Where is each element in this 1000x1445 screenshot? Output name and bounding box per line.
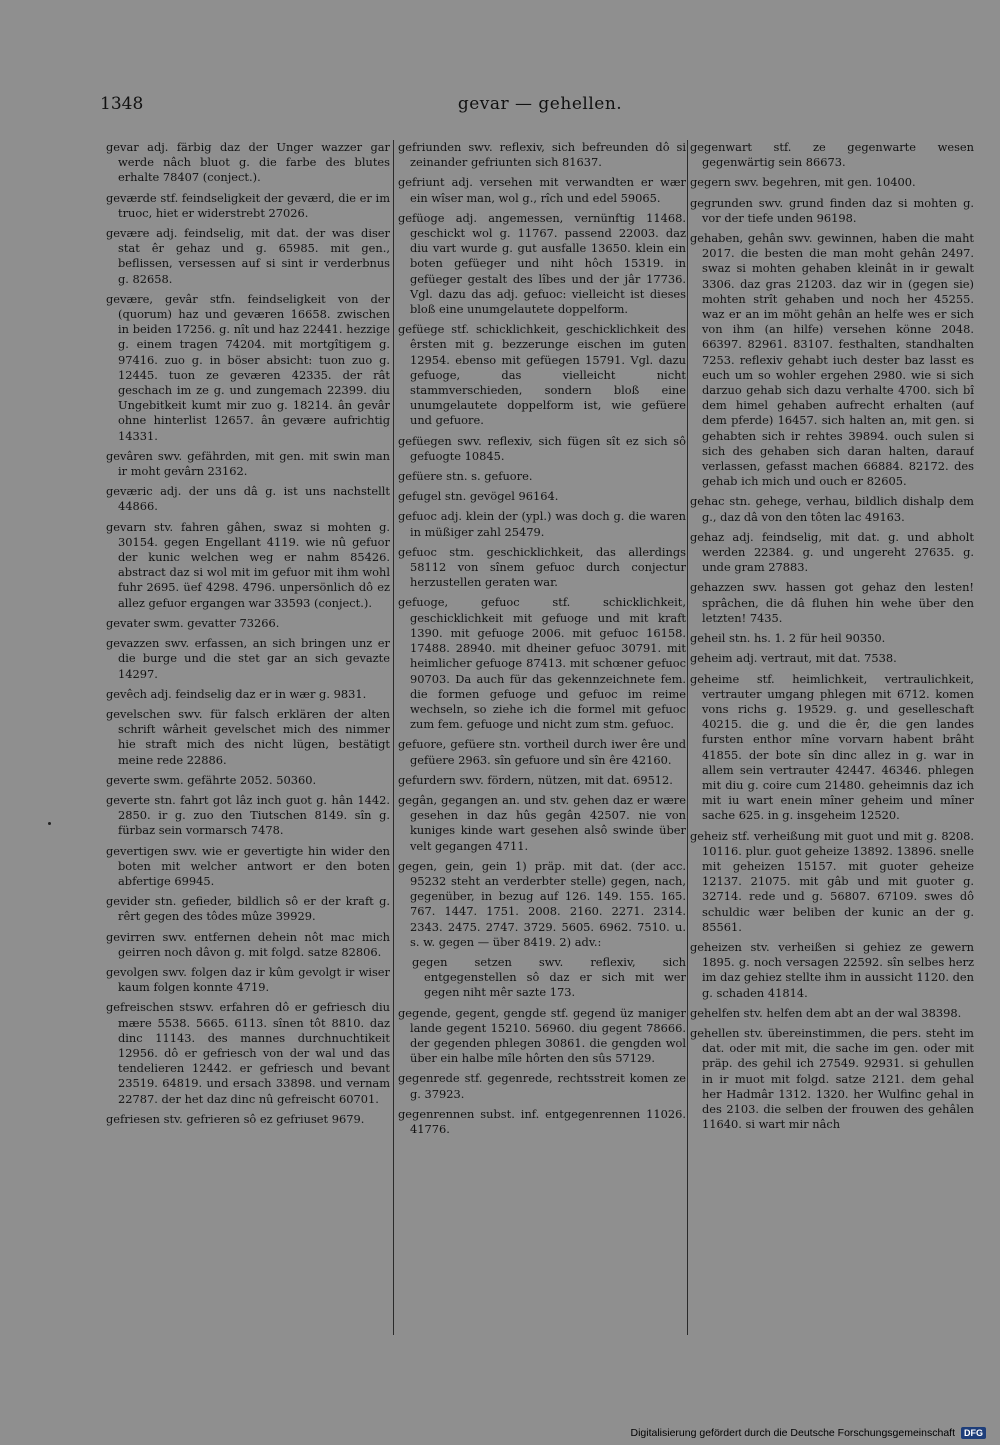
dictionary-entry: gehac stn. gehege, verhau, bildlich dishalp dem g., daz dâ von den tôten lac 49163. bbox=[690, 494, 974, 524]
footer-credit: Digitalisierung gefördert durch die Deutsche Forschungsgemeinschaft bbox=[630, 1427, 955, 1439]
dictionary-entry: gevâren swv. gefährden, mit gen. mit swin man ir moht gevârn 23162. bbox=[106, 448, 390, 479]
column-divider bbox=[393, 140, 394, 1335]
dictionary-entry: gevazzen swv. erfassen, an sich bringen unz er die burge und die stet gar an sich gevazte 14297. bbox=[106, 636, 390, 681]
dictionary-entry: geheizen stv. verheißen si gehiez ze gewern 1895. g. noch versagen 22592. sîn selbes herz im daz gehiez stellte ihm in aussicht 1120. den g. schaden 41814. bbox=[690, 939, 974, 1000]
dictionary-entry: gefriesen stv. gefrieren sô ez gefriuset 9679. bbox=[106, 1111, 365, 1126]
dictionary-entry: gefugel stn. gevögel 96164. bbox=[398, 489, 559, 504]
column-2 bbox=[398, 140, 686, 1335]
footer bbox=[630, 1427, 986, 1439]
dictionary-entry: gevirren swv. entfernen dehein nôt mac mich geirren noch dâvon g. mit folgd. satze 82806. bbox=[106, 929, 390, 959]
dictionary-entry: gevære adj. feindselig, mit dat. der was diser stat êr gehaz und g. 65985. mit gen., beflissen, versessen auf si sint ir verderbnus g. 82658. bbox=[106, 226, 390, 286]
dictionary-entry: gevertigen swv. wie er gevertigte hin wider den boten mit welcher antwort er den boten abfertige 69945. bbox=[106, 843, 390, 888]
dictionary-entry: gehaben, gehân swv. gewinnen, haben die maht 2017. die besten die man moht gehân 2497. swaz si mohten gehaben kleinât in ir gewalt 3306. daz gras 21203. daz wir in (gegen sie) mohten strît gehaben und noch her 45255. waz er an im möht gehân an helfe wes er sich von ihm (an hilfe) versehen könne 2048. 66397. 82961. 83107. festhalten, standhalten 7253. reflexiv gehabt iuch dester baz lasst es euch um so wohler ergehen 2980. wie si sich darzuo gehab sich dazu verhalte 4700. sich bî dem himel gehaben aufrecht erhalten (auf dem pferde) 16457. sich halten an, mit gen. si gehabten sich ir rehtes 39894. ouch sulen si sich des gehaben sich daran halten, darauf verlassen, gefasst machen 66884. 82172. des gehab ich mich und ouch er 82605. bbox=[690, 231, 974, 489]
dictionary-entry: gevar adj. färbig daz der Unger wazzer gar werde nâch bluot g. die farbe des blutes erhalte 78407 (conject.). bbox=[106, 140, 390, 185]
dictionary-entry: gehelfen stv. helfen dem abt an der wal 38398. bbox=[690, 1005, 962, 1020]
margin-mark bbox=[48, 822, 51, 825]
column-divider bbox=[687, 140, 688, 1335]
dictionary-entry: gevider stn. gefieder, bildlich sô er der kraft g. rêrt gegen des tôdes mûze 39929. bbox=[106, 894, 390, 924]
dictionary-entry: gegende, gegent, gengde stf. gegend üz maniger lande gegent 15210. 56960. diu gegent 78666. der gegenden phlegen 30861. die gengden wol über ein halbe mîle hôrten den sûs 57129. bbox=[398, 1005, 686, 1066]
dictionary-entry: gevêch adj. feindselig daz er in wær g. 9831. bbox=[106, 686, 367, 701]
dictionary-entry: gefuoc adj. klein der (ypl.) was doch g. die waren in müßiger zahl 25479. bbox=[398, 509, 686, 539]
dictionary-entry: gevarn stv. fahren gâhen, swaz si mohten g. 30154. gegen Engellant 4119. wie nû gefuor der kunic welchen weg er nahm 85426. abstract daz si wol mit im gefuor mit ihm wohl fuhr 2695. üef 4298. 4796. unpersönlich dô ez allez gefuor ergangen war 33593 (conject.). bbox=[106, 519, 390, 610]
dfg-logo: DFG bbox=[961, 1427, 986, 1439]
dictionary-entry: gegen, gein, gein 1) präp. mit dat. (der acc. 95232 steht an verderbter stelle) gegen, nach, gegenüber, in bezug auf 126. 149. 155. 165. 767. 1447. 1751. 2008. 2160. 2271. 2314. 2343. 2475. 2747. 3729. 5605. 6962. 7510. u. s. w. gegen — über 8419. 2) adv.: bbox=[398, 858, 686, 949]
dictionary-entry: gevære, gevâr stfn. feindseligkeit von der (quorum) haz und geværen 16658. zwischen in beiden 17256. g. nît und haz 22441. hezzige g. einem tragen 74204. mit mortgîtigem g. 97416. zuo g. in böser absicht: tuon zuo g. 12445. tuon ze geværen 42335. der rât geschach im ze g. und zungemach 22399. diu Ungebitkeit kumt mir zuo g. 18214. ân gevâr ohne hinterlist 12657. ân gevære aufrichtig 14331. bbox=[106, 291, 390, 443]
dictionary-entry: gefriunt adj. versehen mit verwandten er wær ein wîser man, wol g., rîch und edel 59065. bbox=[398, 175, 686, 205]
dictionary-entry: gefuore, gefüere stn. vortheil durch iwer êre und gefüere 2963. sîn gefuore und sîn êre 42160. bbox=[398, 737, 686, 767]
dictionary-entry: gefuoge, gefuoc stf. schicklichkeit, geschicklichkeit mit gefuoge und mit kraft 1390. mit gefuoge 2006. mit gefuoc 16158. 17488. 28940. mit dheiner gefuoc 30791. mit heimlicher gefuoge 87413. mit schœner gefuoc 90703. Da auch für das gekennzeichnete fem. die formen gefuoge und gefuoc im reime wechseln, so ziehe ich die formel mit gefuoc zum fem. gefuoge und nicht zum stm. gefuoc. bbox=[398, 595, 686, 732]
dictionary-entry: gefurdern swv. fördern, nützen, mit dat. 69512. bbox=[398, 772, 673, 787]
dictionary-entry: gevelschen swv. für falsch erklären der alten schrift wârheit gevelschet mich des nimmer hie straft mich des nicht lügen, bestätigt meine rede 22886. bbox=[106, 706, 390, 767]
dictionary-entry: gegân, gegangen an. und stv. gehen daz er wære gesehen in daz hûs gegân 42507. nie von kuniges kinde wart gesehen alsô swinde über velt gegangen 4711. bbox=[398, 792, 686, 853]
dictionary-entry: gegenrede stf. gegenrede, rechtsstreit komen ze g. 37923. bbox=[398, 1071, 686, 1101]
dictionary-entry: gefüoge adj. angemessen, vernünftig 11468. geschickt wol g. 11767. passend 22003. daz diu vart wurde g. gut ausfalle 13650. klein ein boten gefüeger und niht hôch 15319. in gefüeger gestalt des lîbes und der jâr 17736. Vgl. dazu das adj. gefuoc: vielleicht ist dieses bloß eine unumgelautete doppelform. bbox=[398, 210, 686, 317]
dictionary-entry: geheime stf. heimlichkeit, vertraulichkeit, vertrauter umgang phlegen mit 6712. komen vons richs g. 19529. g. und geselleschaft 40215. die g. und die êr, die gen landes fursten enthor mîne vorvarn habent brâht 41855. der bote sîn dinc allez in g. war in allem sein vertrauter 42447. 46346. phlegen mit diu g. coire cum 21480. geheimnis daz ich mit iu wart enein mîner geheim und mîner sache 625. in g. insgeheim 12520. bbox=[690, 671, 974, 823]
dictionary-entry: gehellen stv. übereinstimmen, die pers. steht im dat. oder mit mit, die sache im gen. oder mit präp. des gehil ich 27549. 92931. si gehullen in ir muot mit folgd. satze 2121. dem gehal her Hadmâr 1312. 1320. her Wulfinc gehal in des 2103. die selben der frouwen des gehâlen 11640. si wart mir nâch bbox=[690, 1025, 974, 1132]
dictionary-entry: gefreischen stswv. erfahren dô er gefriesch diu mære 5538. 5665. 6113. sînen tôt 8810. daz dinc 11143. des mannes durchnuchtikeit 12956. dô er gefriesch von der wal und das tendelieren 12442. er gefriesch und bevant 23519. 64819. und ersach 33898. und vernam 22787. der het daz dinc nû gefreischt 60701. bbox=[106, 1000, 390, 1106]
dictionary-entry: gefüere stn. s. gefuore. bbox=[398, 469, 533, 484]
column-3 bbox=[690, 140, 974, 1335]
dictionary-entry: geheil stn. hs. 1. 2 für heil 90350. bbox=[690, 631, 886, 646]
dictionary-entry: gefüegen swv. reflexiv, sich fügen sît ez sich sô gefuogte 10845. bbox=[398, 433, 686, 463]
column-1 bbox=[106, 140, 390, 1335]
dictionary-entry: gevolgen swv. folgen daz ir kûm gevolgt ir wiser kaum folgen konnte 4719. bbox=[106, 964, 390, 995]
dictionary-entry: geheim adj. vertraut, mit dat. 7538. bbox=[690, 651, 897, 666]
dictionary-entry: gefuoc stm. geschicklichkeit, das allerdings 58112 von sînem gefuoc durch conjectur herzustellen geraten war. bbox=[398, 544, 686, 590]
dictionary-entry: gefüege stf. schicklichkeit, geschicklichkeit des êrsten mit g. bezzerunge eischen im guten 12954. ebenso mit gefüegen 15791. Vgl. dazu gefuoge, das vielleicht nicht stammverschieden, sondern bloß eine unumgelautete doppelform ist, wie gefüere und gefuore. bbox=[398, 322, 686, 428]
running-title: gevar — gehellen. bbox=[457, 94, 623, 114]
dictionary-entry: geverte swm. gefährte 2052. 50360. bbox=[106, 772, 317, 787]
dictionary-entry: geheiz stf. verheißung mit guot und mit g. 8208. 10116. plur. guot geheize 13892. 13896. snelle mit geheizen 15157. mit guoter geheize 12137. 21075. mit gâb und mit guoter g. 32714. rede und g. 56807. 67109. swes dô schuldic wær beliben der kunic an der g. 85561. bbox=[690, 828, 974, 934]
page-header bbox=[100, 94, 980, 120]
dictionary-entry: gefriunden swv. reflexiv, sich befreunden dô si zeinander gefriunten sich 81637. bbox=[398, 140, 686, 170]
dictionary-entry: gegrunden swv. grund finden daz si mohten g. vor der tiefe unden 96198. bbox=[690, 195, 974, 225]
dictionary-entry: geværic adj. der uns dâ g. ist uns nachstellt 44866. bbox=[106, 484, 390, 514]
dictionary-entry: gehaz adj. feindselig, mit dat. g. und abholt werden 22384. g. und ungereht 27635. g. unde gram 27883. bbox=[690, 529, 974, 575]
dictionary-entry: gegen setzen swv. reflexiv, sich entgegenstellen sô daz er sich mit wer gegen niht mêr sazte 173. bbox=[412, 954, 686, 1000]
dictionary-entry: gegenwart stf. ze gegenwarte wesen gegenwärtig sein 86673. bbox=[690, 140, 974, 170]
page-number: 1348 bbox=[100, 94, 144, 114]
dictionary-entry: gehazzen swv. hassen got gehaz den lesten! sprâchen, die dâ fluhen hin wehe über den letzten! 7435. bbox=[690, 580, 974, 625]
dictionary-entry: gegenrennen subst. inf. entgegenrennen 11026. 41776. bbox=[398, 1106, 686, 1136]
dictionary-entry: gevater swm. gevatter 73266. bbox=[106, 615, 280, 630]
dictionary-entry: geverte stn. fahrt got lâz inch guot g. hân 1442. 2850. ir g. zuo den Tiutschen 8149. sîn g. fürbaz sein vormarsch 7478. bbox=[106, 792, 390, 838]
dictionary-entry: geværde stf. feindseligkeit der geværd, die er im truoc, hiet er widerstrebt 27026. bbox=[106, 190, 390, 220]
dictionary-entry: gegern swv. begehren, mit gen. 10400. bbox=[690, 175, 916, 190]
